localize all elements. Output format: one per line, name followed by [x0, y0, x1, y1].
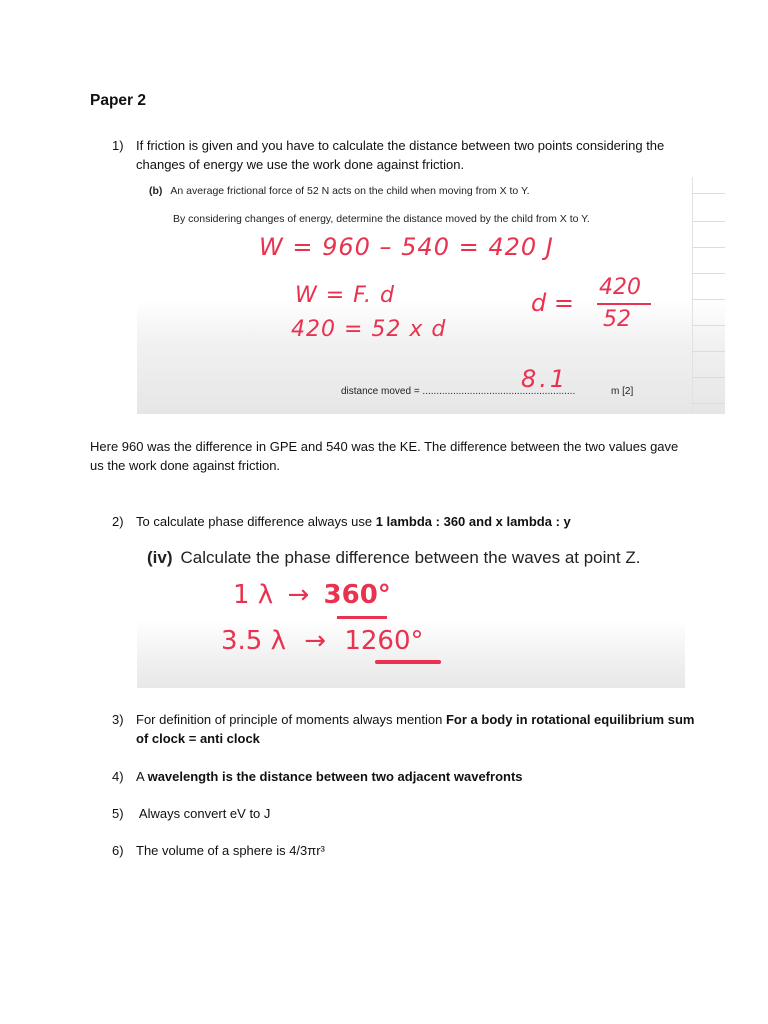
hw-arrow: →	[287, 580, 310, 610]
worked-example-image-phase	[137, 536, 685, 688]
list-text: If friction is given and you have to calculate the distance between two points considering the changes of energy we use the work done against friction.	[136, 138, 665, 172]
handwritten-answer: 8.1	[521, 365, 569, 393]
handwritten-line-1: W = 960 – 540 = 420 J	[259, 233, 554, 261]
question-b	[149, 185, 530, 197]
list-number: 6)	[112, 843, 124, 858]
list-item-6	[112, 841, 702, 860]
question-text: Calculate the phase difference between the waves at point Z.	[180, 548, 641, 567]
hw-right: 360°	[323, 580, 391, 610]
list-item-4	[112, 767, 702, 786]
list-text: For definition of principle of moments always mention	[136, 712, 446, 727]
hw-left: 3.5 λ	[221, 626, 286, 656]
list-text: Always convert eV to J	[136, 806, 271, 821]
list-item-2	[112, 512, 702, 531]
list-number: 2)	[112, 514, 124, 529]
handwritten-d-equals: d =	[531, 289, 574, 317]
hw-left: 1 λ	[233, 580, 274, 610]
list-item-1	[112, 136, 702, 174]
list-text-bold: 1 lambda : 360 and x lambda : y	[375, 514, 571, 529]
question-text: An average frictional force of 52 N acts on the child when moving from X to Y.	[170, 185, 530, 197]
fraction-bar	[597, 303, 651, 305]
handwritten-phase-line-1	[233, 580, 391, 610]
question-text-2: By considering changes of energy, determine the distance moved by the child from X to Y.	[173, 213, 590, 225]
answer-unit: m [2]	[611, 386, 634, 397]
hw-arrow: →	[304, 626, 327, 656]
list-text-bold: wavelength is the distance between two adjacent wavefronts	[147, 769, 523, 784]
list-text: To calculate phase difference always use	[136, 514, 376, 529]
question-label: (b)	[149, 185, 163, 197]
list-item-5	[112, 804, 702, 823]
hw-right: 1260°	[344, 626, 424, 656]
answer-label: distance moved = .......................................................	[341, 386, 576, 397]
page-title: Paper 2	[90, 92, 147, 109]
list-number: 4)	[112, 769, 124, 784]
list-number: 1)	[112, 138, 124, 153]
handwritten-phase-line-2	[221, 626, 424, 656]
list-number: 3)	[112, 712, 124, 727]
handwritten-line-2: W = F. d	[295, 283, 395, 308]
question-iv	[147, 548, 640, 568]
list-text: The volume of a sphere is 4/3πr³	[136, 843, 325, 858]
list-text: A	[136, 769, 148, 784]
handwritten-line-3: 420 = 52 x d	[291, 317, 447, 342]
underline-1	[337, 616, 387, 619]
list-text-bold: For a body in rotational equilibrium sum of clock = anti clock	[136, 712, 695, 746]
underline-2	[375, 660, 441, 664]
list-number: 5)	[112, 806, 124, 821]
worked-example-image-friction	[137, 177, 725, 414]
handwritten-numerator: 420	[599, 275, 641, 300]
question-label: (iv)	[147, 548, 173, 567]
handwritten-denominator: 52	[603, 307, 631, 332]
list-item-3	[112, 710, 702, 748]
explanation-paragraph: Here 960 was the difference in GPE and 540 was the KE. The difference between the two values gave us the work done against friction.	[90, 439, 679, 473]
